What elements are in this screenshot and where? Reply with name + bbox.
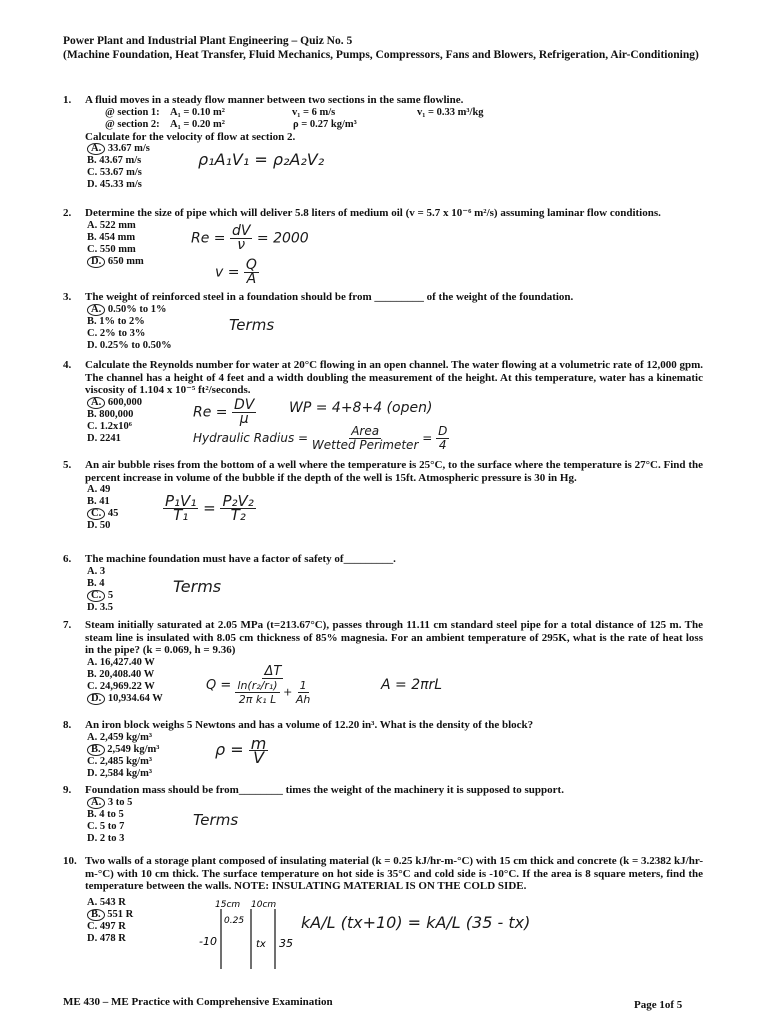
option-b[interactable]: B. 41 xyxy=(87,496,110,507)
handwritten-hydraulic-radius: Hydraulic Radius = $\frac{\text{Area}}{\text{Wetted Perimeter}}$ = $\frac{D}{4}$ xyxy=(193,424,448,452)
selected-answer-mark: B. xyxy=(87,909,105,921)
option-a[interactable]: A. 0.50% to 1% xyxy=(87,304,703,316)
option-c[interactable]: C. 550 mm xyxy=(87,243,136,255)
option-c[interactable]: C. 5 xyxy=(87,590,703,602)
option-a[interactable]: A. 3 to 5 xyxy=(87,797,703,809)
option-d[interactable]: D. 650 mm xyxy=(87,256,703,268)
option-b[interactable]: B. 551 R xyxy=(87,909,703,921)
question-9 xyxy=(63,784,703,845)
wall-sketch xyxy=(163,899,323,979)
option-b[interactable]: B. 2,549 kg/m³ xyxy=(87,744,703,756)
given-label: @ section 2: xyxy=(105,118,160,130)
option-a[interactable]: A. 522 mm xyxy=(87,219,136,231)
option-a[interactable]: A. 2,459 kg/m³ xyxy=(87,731,152,743)
handwritten-note: ρ₁A₁V₁ = ρ₂A₂V₂ xyxy=(198,150,325,169)
option-d[interactable]: D. 2,584 kg/m³ xyxy=(87,767,152,779)
sketch-thickness-2: 10cm xyxy=(251,900,277,910)
question-stem: The machine foundation must have a factor of safety of_________. xyxy=(85,553,396,565)
option-a[interactable]: A. 16,427.40 W xyxy=(87,656,155,668)
footer-course: ME 430 – ME Practice with Comprehensive Examination xyxy=(63,996,333,1008)
question-stem: The weight of reinforced steel in a foundation should be from _________ of the weight of the foundation. xyxy=(85,291,574,303)
option-a[interactable]: A. 600,000 xyxy=(87,397,703,409)
question-number: 3. xyxy=(63,291,72,303)
option-c[interactable]: C. 2,485 kg/m³ xyxy=(87,755,152,767)
quiz-title: Power Plant and Industrial Plant Engineering – Quiz No. 5 xyxy=(63,35,353,47)
given-specific-volume: v₁ = 0.33 m³/kg xyxy=(417,106,484,118)
question-2 xyxy=(63,207,703,287)
option-c[interactable]: C. 1.2x10⁶ xyxy=(87,420,132,432)
sketch-cold-temp: -10 xyxy=(199,935,217,948)
quiz-subtitle: (Machine Foundation, Heat Transfer, Fluid Mechanics, Pumps, Compressors, Fans and Blowers, Refrigeration, Air-Conditioning) xyxy=(63,49,699,61)
question-8 xyxy=(63,719,703,780)
sketch-k-value: 0.25 xyxy=(224,916,245,926)
given-label: @ section 1: xyxy=(105,106,160,118)
options-list xyxy=(87,143,703,191)
option-d[interactable]: D. 2241 xyxy=(87,432,121,444)
question-6 xyxy=(63,553,703,614)
selected-answer-mark: D. xyxy=(87,256,105,268)
options-list xyxy=(87,732,703,780)
option-c[interactable]: C. 2% to 3% xyxy=(87,327,146,339)
options-list xyxy=(87,220,703,268)
question-stem: Foundation mass should be from________ times the weight of the machinery it is supposed to support. xyxy=(85,784,564,796)
question-number: 10. xyxy=(63,855,77,867)
handwritten-reynolds-formula: Re = $\frac{DV}{\mu}$ xyxy=(193,397,255,427)
options-list xyxy=(87,304,703,352)
options-list xyxy=(87,797,703,845)
given-velocity: v₁ = 6 m/s xyxy=(292,106,336,118)
handwritten-gas-law: $\frac{\text{P₁V₁}}{\text{T₁}}$ = $\frac{\text{P₂V₂}}{\text{T₂}}$ xyxy=(165,492,254,524)
question-number: 5. xyxy=(63,459,72,471)
question-stem-continued: Calculate for the velocity of flow at section 2. xyxy=(85,130,296,143)
given-area: A₁ = 0.20 m² xyxy=(170,118,225,130)
option-b[interactable]: B. 454 mm xyxy=(87,231,136,243)
option-d[interactable]: D. 50 xyxy=(87,520,111,531)
option-d[interactable]: D. 478 R xyxy=(87,932,126,944)
option-a[interactable]: A. 33.67 m/s xyxy=(87,143,703,155)
option-c[interactable]: C. 45 xyxy=(87,508,703,520)
question-5 xyxy=(63,459,703,532)
option-c[interactable]: C. 5 to 7 xyxy=(87,820,125,832)
option-c[interactable]: C. 24,969.22 W xyxy=(87,680,155,692)
selected-answer-mark: A. xyxy=(87,143,105,155)
question-stem: A fluid moves in a steady flow manner between two sections in the same flowline. xyxy=(85,94,464,106)
selected-answer-mark: A. xyxy=(87,304,105,316)
question-number: 6. xyxy=(63,553,72,565)
handwritten-heat-loss-formula: Q = ΔT $\frac{\text{ln(r₂/r₁)}}{\text{2π k₁ L}}$ + $\frac{1}{Ah}$ xyxy=(206,664,311,706)
question-3 xyxy=(63,291,703,352)
sketch-interface-temp: tx xyxy=(256,939,266,950)
question-stem: An air bubble rises from the bottom of a well where the temperature is 25°C, to the surface where the temperature is 27°C. Find the percent increase in volume of the bubble if the depth of the well is 15ft. Atmospheric pressure is 30 in Hg. xyxy=(85,459,703,484)
footer-page-number: Page 1of 5 xyxy=(634,999,683,1011)
given-values xyxy=(105,107,703,131)
option-d[interactable]: D. 3.5 xyxy=(87,601,113,613)
question-number: 9. xyxy=(63,784,72,796)
given-area: A₁ = 0.10 m² xyxy=(170,106,225,118)
question-number: 7. xyxy=(63,619,72,631)
selected-answer-mark: B. xyxy=(87,744,105,756)
option-c[interactable]: C. 497 R xyxy=(87,920,126,932)
option-b[interactable]: B. 20,408.40 W xyxy=(87,668,155,680)
option-a[interactable]: A. 3 xyxy=(87,565,106,577)
question-7 xyxy=(63,619,703,705)
handwritten-density-formula: ρ = $\frac{m}{V}$ xyxy=(215,734,267,767)
question-stem: Two walls of a storage plant composed of insulating material (k = 0.25 kJ/hr-m-°C) with 15 cm thick and concrete (k = 3.2382 kJ/hr-m-°C) with 10 cm thick. The surface temperature on hot side is 35°C and cold side is -10°C. If the area is 8 square meters, find the temperature between the walls. NOTE: INSULATING MATERIAL IS ON THE COLD SIDE. xyxy=(85,855,703,892)
option-b[interactable]: B. 4 xyxy=(87,577,105,589)
option-a[interactable]: A. 543 R xyxy=(87,896,126,908)
question-4 xyxy=(63,359,703,452)
question-stem: Calculate the Reynolds number for water at 20°C flowing in an open channel. The water flowing at a volumetric rate of 12,000 gpm. The channel has a height of 4 feet and a width doubling the measurement of the height. At this temperature, water has a kinematic viscosity of 1.104 x 10⁻⁵ ft²/seconds. xyxy=(85,359,703,396)
option-d[interactable]: D. 45.33 m/s xyxy=(87,179,142,190)
option-d[interactable]: D. 10,934.64 W xyxy=(87,693,703,705)
selected-answer-mark: C. xyxy=(87,590,105,602)
option-b[interactable]: B. 1% to 2% xyxy=(87,315,145,327)
selected-answer-mark: A. xyxy=(87,397,105,409)
question-number: 8. xyxy=(63,719,72,731)
handwritten-note: Terms xyxy=(193,811,239,829)
handwritten-note: Terms xyxy=(229,316,275,334)
question-number: 1. xyxy=(63,94,72,106)
sketch-hot-temp: 35 xyxy=(279,937,293,950)
question-number: 2. xyxy=(63,207,72,219)
sketch-thickness-1: 15cm xyxy=(215,900,241,910)
selected-answer-mark: A. xyxy=(87,797,105,809)
question-stem: Determine the size of pipe which will deliver 5.8 liters of medium oil (v = 5.7 x 10⁻⁶ m²/s) assuming laminar flow conditions. xyxy=(85,207,661,219)
option-d[interactable]: D. 0.25% to 0.50% xyxy=(87,339,172,351)
option-b[interactable]: B. 4 to 5 xyxy=(87,808,124,820)
question-stem: An iron block weighs 5 Newtons and has a volume of 12.20 in³. What is the density of the block? xyxy=(85,719,534,731)
selected-answer-mark: D. xyxy=(87,693,105,705)
selected-answer-mark: C. xyxy=(87,508,105,520)
question-1 xyxy=(63,94,703,191)
given-density: ρ = 0.27 kg/m³ xyxy=(293,118,357,130)
handwritten-note: Terms xyxy=(173,577,222,596)
question-stem: Steam initially saturated at 2.05 MPa (t=213.67°C), passes through 11.11 cm standard steel pipe for a total distance of 125 m. The steam line is insulated with 8.05 cm thickness of 85% magnesia. For an ambient temperature of 295K, what is the rate of heat loss in the pipe? (k = 0.069, h = 9.36) xyxy=(85,619,703,656)
option-b[interactable]: B. 800,000 xyxy=(87,408,134,420)
handwritten-heat-balance: kA/L (tx+10) = kA/L (35 - tx) xyxy=(301,913,531,932)
question-number: 4. xyxy=(63,359,72,371)
option-c[interactable]: C. 53.67 m/s xyxy=(87,167,142,178)
handwritten-velocity-formula: v = $\frac{Q}{A}$ xyxy=(215,257,257,287)
quiz-header xyxy=(63,34,703,62)
option-a[interactable]: A. 49 xyxy=(87,484,111,495)
question-10 xyxy=(63,855,703,950)
option-b[interactable]: B. 43.67 m/s xyxy=(87,155,142,166)
option-d[interactable]: D. 2 to 3 xyxy=(87,832,125,844)
handwritten-area-formula: A = 2πrL xyxy=(381,677,443,693)
handwritten-wetted-perimeter: WP = 4+8+4 (open) xyxy=(289,400,433,416)
handwritten-reynolds-formula: Re = $\frac{dV}{\nu}$ = 2000 xyxy=(191,223,309,253)
